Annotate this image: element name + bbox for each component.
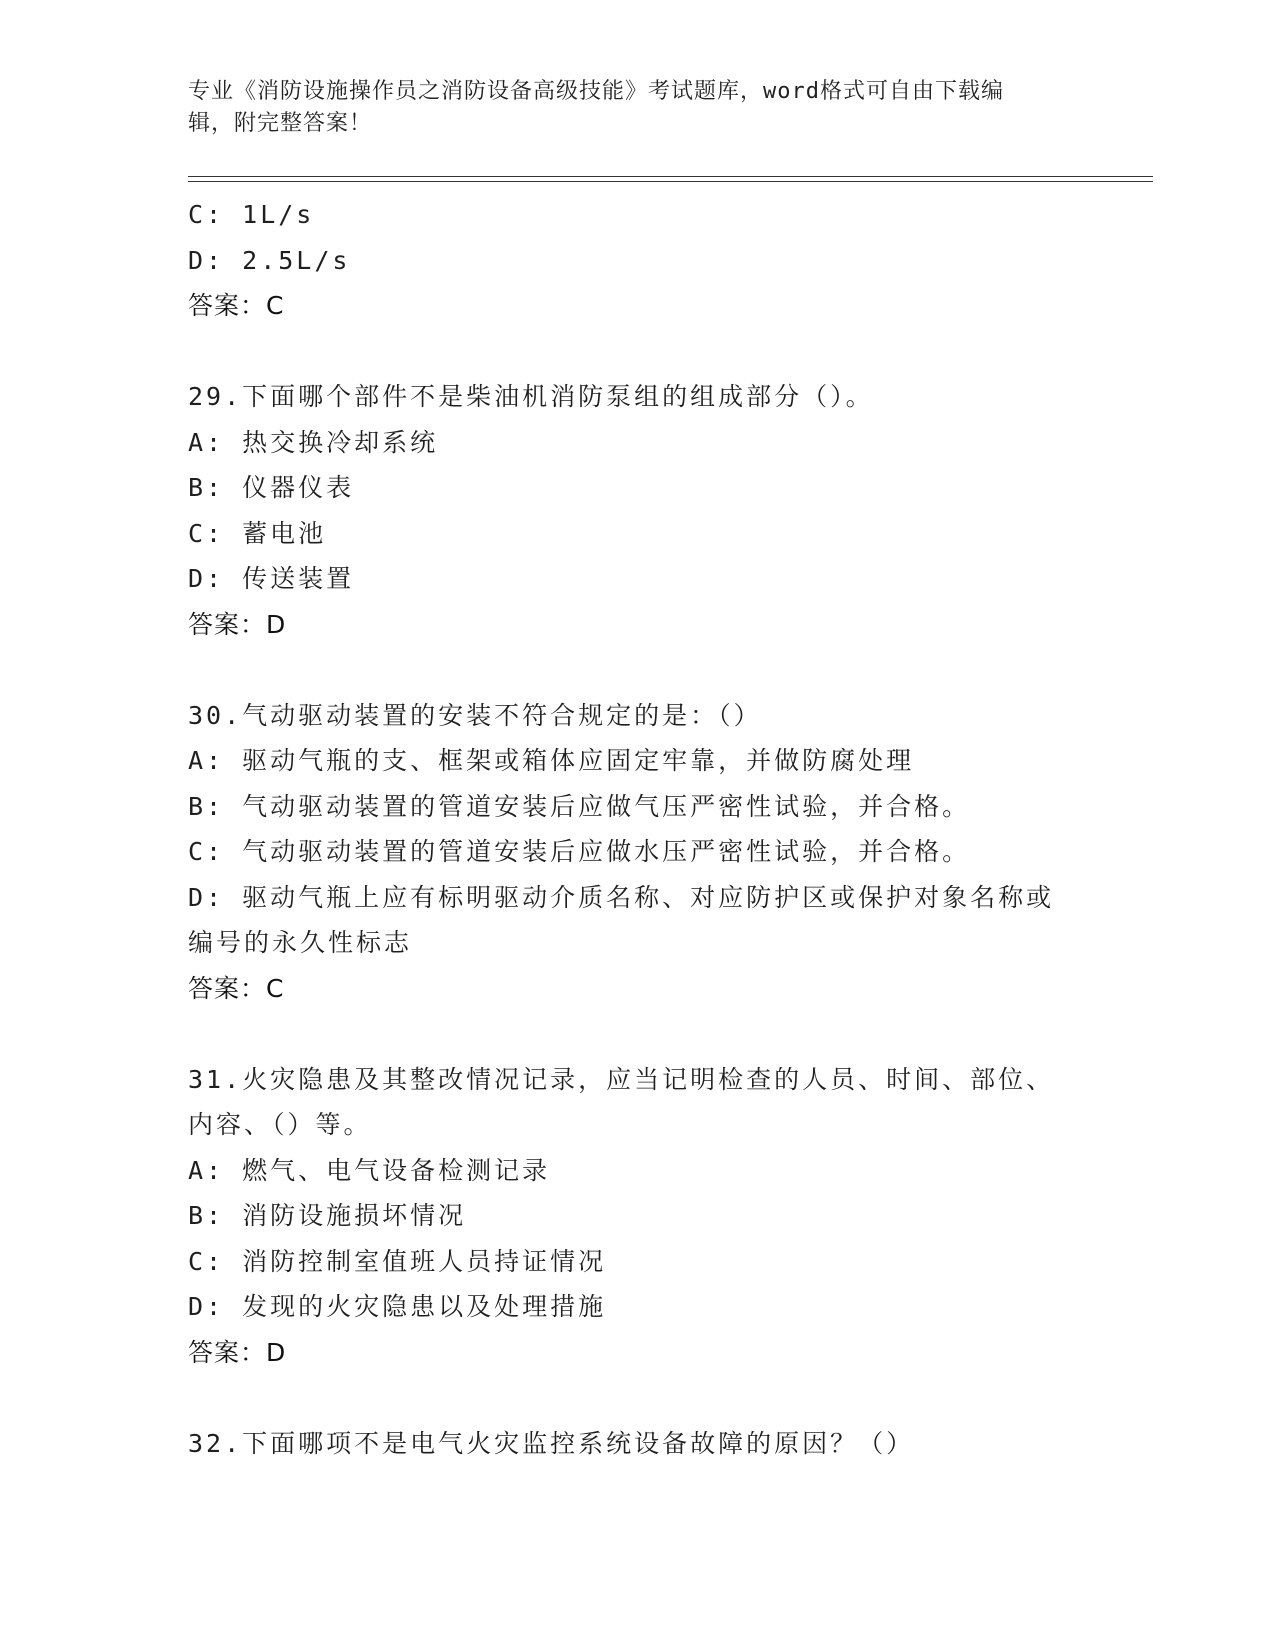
option-d-line-1: D: 驱动气瓶上应有标明驱动介质名称、对应防护区或保护对象名称或 xyxy=(188,882,1055,912)
option-b: B: 消防设施损坏情况 xyxy=(188,1201,467,1230)
question-text-line-2: 内容、（）等。 xyxy=(188,1110,372,1139)
option-b: B: 仪器仪表 xyxy=(188,473,355,502)
spacer xyxy=(188,329,1088,375)
question-block-31 xyxy=(188,1057,1088,1376)
question-text: 29.下面哪个部件不是柴油机消防泵组的组成部分（）。 xyxy=(188,382,874,411)
question-text-line-1: 31.火灾隐患及其整改情况记录，应当记明检查的人员、时间、部位、 xyxy=(188,1064,1055,1094)
option-b: B: 气动驱动装置的管道安装后应做气压严密性试验，并合格。 xyxy=(188,791,971,821)
option-d: D: 发现的火灾隐患以及处理措施 xyxy=(188,1292,607,1321)
option-c: C: 消防控制室值班人员持证情况 xyxy=(188,1246,607,1276)
header-line-2: 辑，附完整答案！ xyxy=(188,111,373,136)
question-list xyxy=(188,192,1088,1466)
option-d: D: 传送装置 xyxy=(188,564,355,593)
spacer xyxy=(188,647,1088,693)
header-line-1: 专业《消防设施操作员之消防设备高级技能》考试题库，word格式可自由下载编 xyxy=(188,79,1004,104)
header-divider-top xyxy=(188,176,1153,177)
question-text: 30.气动驱动装置的安装不符合规定的是：（） xyxy=(188,700,762,730)
spacer xyxy=(188,1011,1088,1057)
option-a: A: 驱动气瓶的支、框架或箱体应固定牢靠，并做防腐处理 xyxy=(188,746,915,775)
header-divider-bottom xyxy=(188,181,1153,182)
answer-text: 答案：C xyxy=(188,291,285,320)
question-block-29 xyxy=(188,374,1088,647)
answer-text: 答案：D xyxy=(188,609,287,639)
question-text: 32.下面哪项不是电气火灾监控系统设备故障的原因？（） xyxy=(188,1428,915,1458)
answer-text: 答案：D xyxy=(188,1337,287,1367)
document-header xyxy=(188,76,1068,140)
option-c: C: 1L/s xyxy=(188,200,315,229)
question-block-30 xyxy=(188,693,1088,1012)
option-c: C: 气动驱动装置的管道安装后应做水压严密性试验，并合格。 xyxy=(188,837,971,866)
answer-text: 答案：C xyxy=(188,973,285,1003)
option-c: C: 蓄电池 xyxy=(188,518,327,548)
option-a: A: 热交换冷却系统 xyxy=(188,427,439,457)
option-d-line-2: 编号的永久性标志 xyxy=(188,928,413,957)
option-d: D: 2.5L/s xyxy=(188,245,351,275)
question-block-28 xyxy=(188,192,1088,329)
option-a: A: 燃气、电气设备检测记录 xyxy=(188,1155,551,1185)
question-block-32 xyxy=(188,1421,1088,1467)
spacer xyxy=(188,1375,1088,1421)
